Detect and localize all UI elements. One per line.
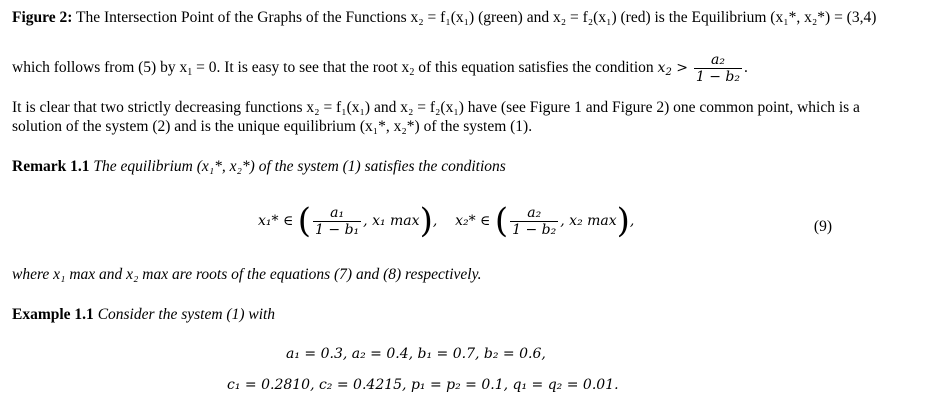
eq9-frac1 (313, 205, 361, 238)
paragraph-line-1: It is clear that two strictly decreasing functions x₂ = f₁(x₁) and x₂ = f₂(x₁) have (see Figure 1 and Figure 2) one common point, which is a (12, 99, 860, 116)
eq9-max1: x₁ max (372, 213, 420, 229)
condition-frac-num: a₂ (710, 52, 725, 68)
para1-text-a: which follows from (5) by x (12, 59, 188, 77)
params-line-1: a₁ = 0.3, a₂ = 0.4, b₁ = 0.7, b₂ = 0.6, (286, 346, 546, 362)
para1-text-b: = 0. It is easy to see that the root x (192, 59, 410, 77)
remark (12, 158, 506, 176)
eq9-max2: x₂ max (569, 213, 617, 229)
example-text: Consider the system (1) with (97, 306, 276, 323)
equation-number: (9) (813, 218, 832, 235)
eq9-frac2 (510, 205, 558, 238)
eq9-frac2-den: 1 − b₂ (512, 221, 557, 238)
paragraph-line-2: solution of the system (2) and is the unique equilibrium (x₁*, x₂*) of the system (1). (12, 118, 533, 135)
condition-fraction (694, 52, 742, 85)
eq9-left-var: x₁* ∈ (258, 213, 294, 229)
where-line: where x₁ max and x₂ max are roots of the equations (7) and (8) respectively. (12, 266, 482, 283)
eq9-frac1-den: 1 − b₁ (315, 221, 360, 238)
equation-9: x₁* ∈ ( $\frac{\text{a₁}}{\text{1 − b₁}}$ , x₁ max), x₂* ∈ ( $\frac{\text{a₂}}{\text{1 − b₂}}$ , x₂ max), (258, 201, 635, 241)
remark-text: The equilibrium (x₁*, x₂*) of the system (1) satisfies the conditions (93, 158, 506, 175)
condition-var: $x_2$ > (657, 60, 689, 79)
example-label: Example 1.1 (12, 306, 94, 323)
example (12, 306, 275, 324)
params-line-2: c₁ = 0.2810, c₂ = 0.4215, p₁ = p₂ = 0.1, q₁ = q₂ = 0.01. (227, 377, 619, 393)
eq9-frac1-num: a₁ (330, 204, 345, 221)
eq9-frac2-num: a₂ (527, 204, 542, 221)
paragraph-root-condition: which follows from (5) by $x_1 = 0$. It is easy to see that the root $x_2$ of this equation satisfies the condition $x_2$ > $\frac{\text{a₂}}{\text{1 − b₂}}$ . (12, 52, 748, 85)
eq9-mid-var: x₂* ∈ (455, 213, 491, 229)
condition-frac-den: 1 − b₂ (695, 69, 741, 85)
remark-label: Remark 1.1 (12, 158, 90, 175)
figure-caption-text: The Intersection Point of the Graphs of the Functions x₂ = f₁(x₁) (green) and x₂ = f₂(x₁) (red) is the Equilibrium (x₁*, x₂*) = (3,4) (76, 9, 877, 26)
figure-caption-label: Figure 2: (12, 9, 73, 26)
figure-caption (12, 9, 876, 27)
para1-text-c: of this equation satisfies the condition (414, 59, 658, 77)
